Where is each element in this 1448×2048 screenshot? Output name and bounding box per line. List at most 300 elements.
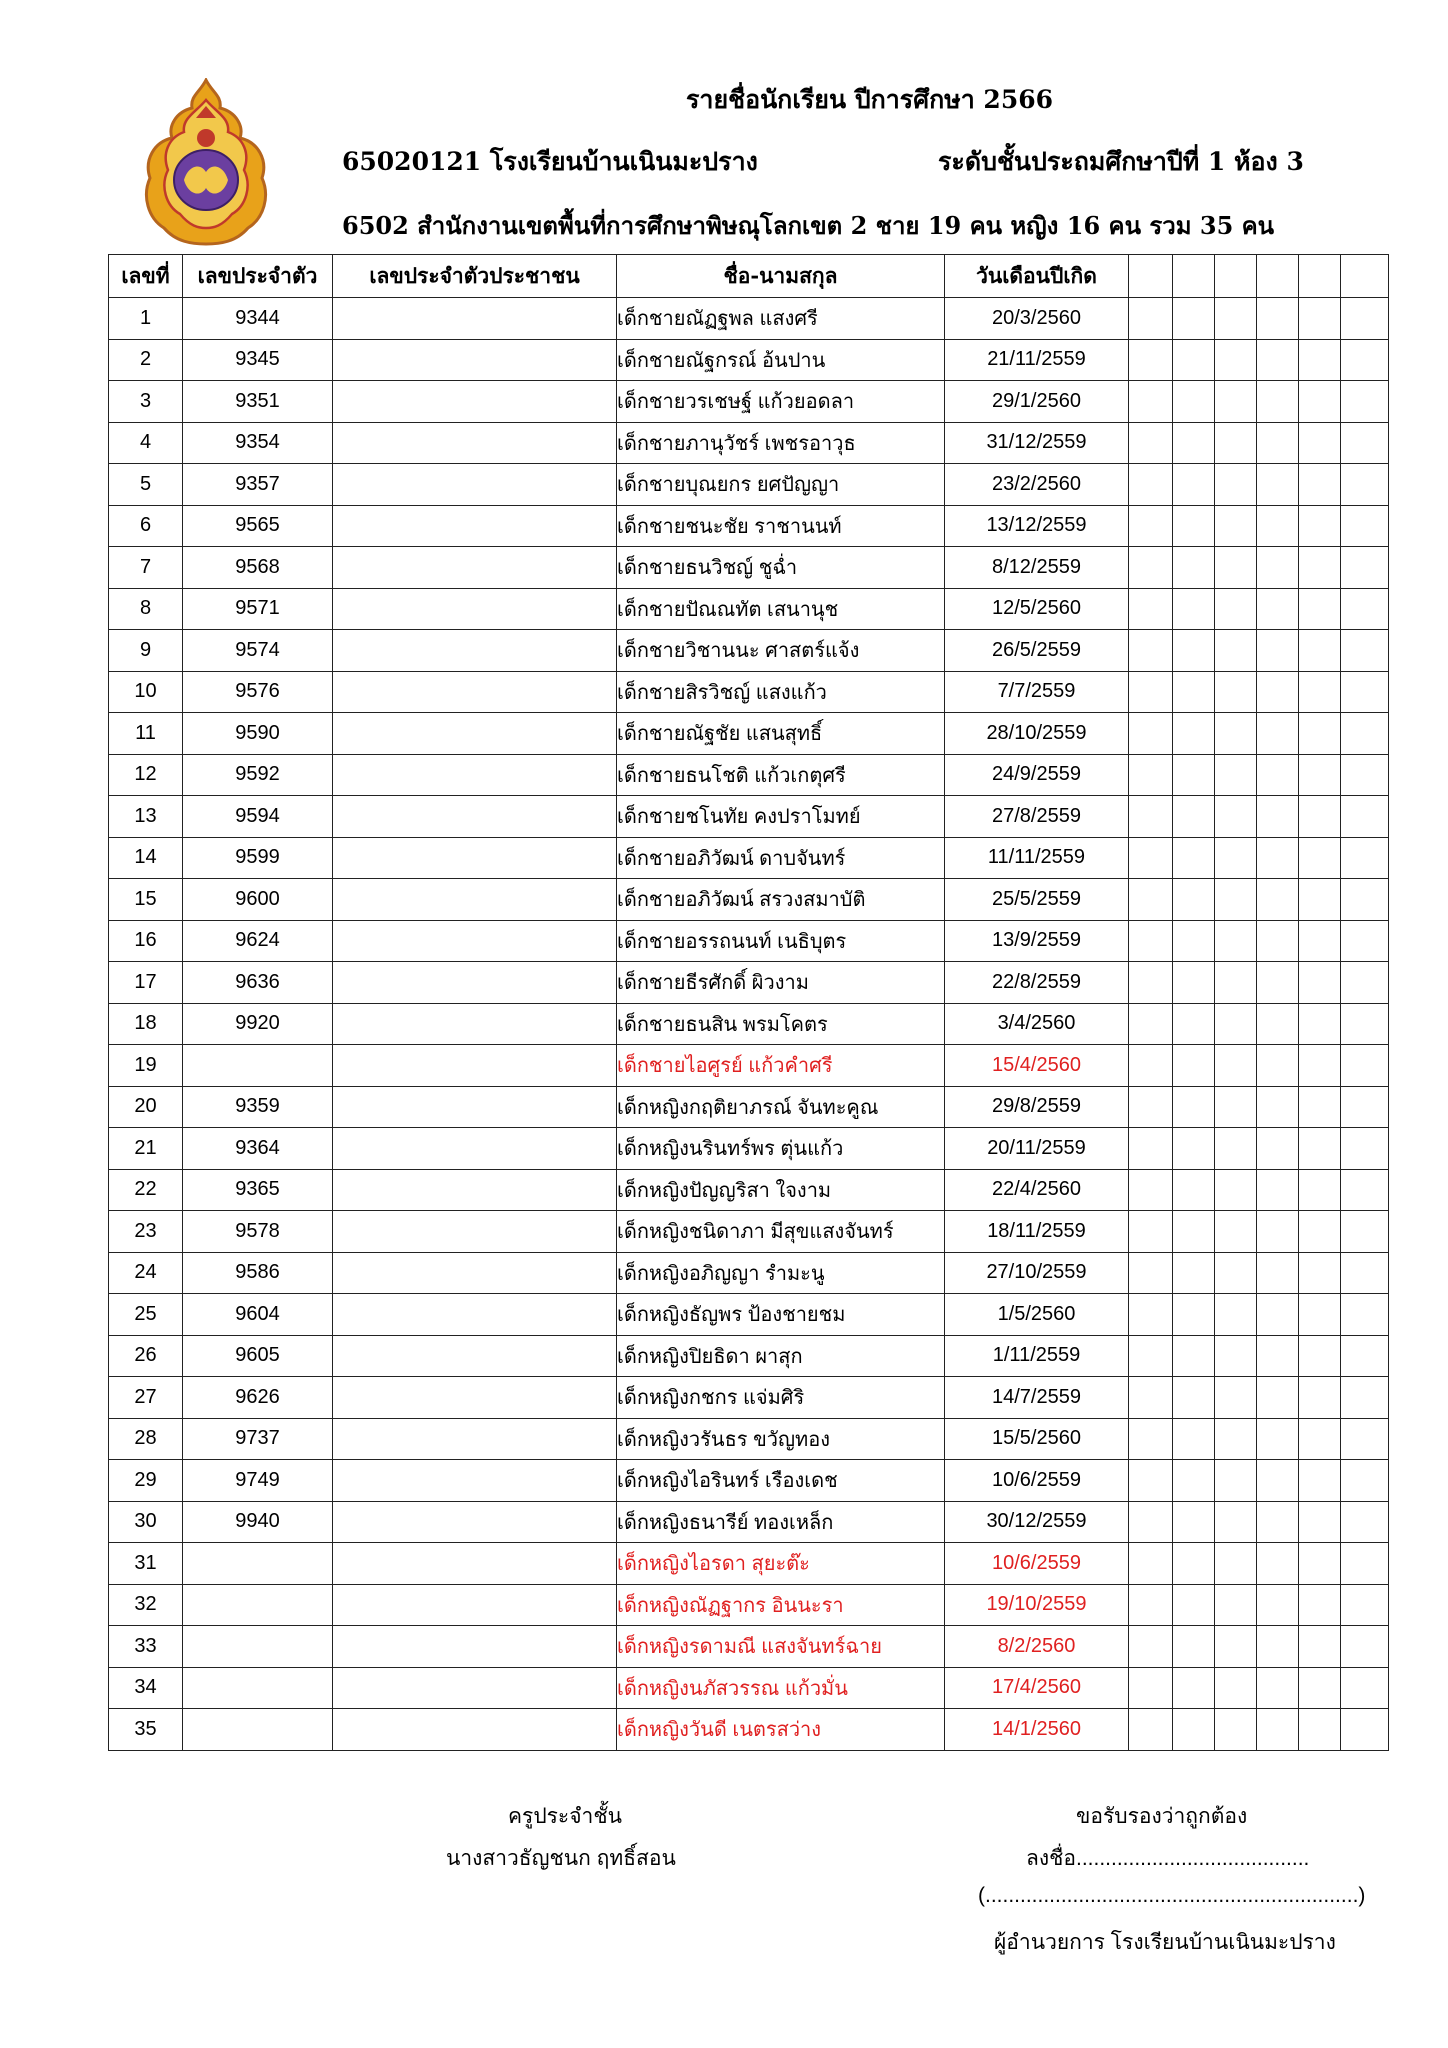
blank-cell [1173,796,1215,838]
blank-cell [1129,1211,1173,1253]
blank-cell [1341,1128,1389,1170]
student-id: 9590 [183,713,333,755]
blank-cell [1299,1377,1341,1419]
birth-date: 22/4/2560 [945,1169,1129,1211]
row-number: 15 [109,879,183,921]
blank-cell [1257,505,1299,547]
blank-col-header [1215,255,1257,298]
table-row [109,588,1389,630]
citizen-id [333,1709,617,1751]
blank-cell [1215,588,1257,630]
document-title: รายชื่อนักเรียน ปีการศึกษา 2566 [686,85,1054,114]
table-row [109,837,1389,879]
row-number: 10 [109,671,183,713]
row-number: 12 [109,754,183,796]
student-name: เด็กชายชนะชัย ราชานนท์ [617,505,945,547]
blank-cell [1341,1460,1389,1502]
blank-cell [1257,464,1299,506]
blank-cell [1299,1501,1341,1543]
blank-cell [1215,754,1257,796]
blank-col-header [1173,255,1215,298]
blank-cell [1129,1128,1173,1170]
blank-cell [1215,1460,1257,1502]
blank-cell [1173,547,1215,589]
table-row [109,1501,1389,1543]
citizen-id [333,1169,617,1211]
blank-cell [1173,588,1215,630]
blank-cell [1215,1003,1257,1045]
student-id: 9364 [183,1128,333,1170]
birth-date: 13/12/2559 [945,505,1129,547]
blank-cell [1173,1252,1215,1294]
table-row [109,1128,1389,1170]
blank-cell [1257,1045,1299,1087]
blank-cell [1173,464,1215,506]
citizen-id [333,1294,617,1336]
blank-cell [1129,837,1173,879]
blank-cell [1129,1045,1173,1087]
row-number: 32 [109,1584,183,1626]
student-name: เด็กชายธนโชติ แก้วเกตุศรี [617,754,945,796]
citizen-id [333,671,617,713]
blank-cell [1341,1003,1389,1045]
row-number: 14 [109,837,183,879]
citizen-id [333,298,617,340]
table-row [109,920,1389,962]
blank-cell [1129,1667,1173,1709]
citizen-id [333,1211,617,1253]
student-id: 9737 [183,1418,333,1460]
blank-cell [1129,1460,1173,1502]
birth-date: 3/4/2560 [945,1003,1129,1045]
blank-cell [1257,1667,1299,1709]
blank-cell [1299,1086,1341,1128]
blank-cell [1341,671,1389,713]
table-row [109,754,1389,796]
blank-cell [1215,1045,1257,1087]
student-name: เด็กหญิงปัญญริสา ใจงาม [617,1169,945,1211]
blank-cell [1257,1584,1299,1626]
row-number: 29 [109,1460,183,1502]
blank-cell [1173,505,1215,547]
birth-date: 10/6/2559 [945,1543,1129,1585]
blank-cell [1257,1252,1299,1294]
birth-date: 1/11/2559 [945,1335,1129,1377]
school-line [342,142,1322,182]
student-id: 9604 [183,1294,333,1336]
student-id: 9359 [183,1086,333,1128]
blank-cell [1215,1584,1257,1626]
blank-cell [1173,1045,1215,1087]
birth-date: 8/12/2559 [945,547,1129,589]
blank-cell [1129,630,1173,672]
blank-cell [1299,1543,1341,1585]
row-number: 8 [109,588,183,630]
blank-cell [1341,1252,1389,1294]
citizen-id [333,464,617,506]
birth-date: 20/11/2559 [945,1128,1129,1170]
student-id: 9624 [183,920,333,962]
student-id [183,1667,333,1709]
citizen-id [333,1045,617,1087]
blank-cell [1173,754,1215,796]
birth-date: 12/5/2560 [945,588,1129,630]
blank-cell [1215,796,1257,838]
birth-date: 22/8/2559 [945,962,1129,1004]
table-row [109,339,1389,381]
blank-cell [1173,1335,1215,1377]
blank-cell [1215,1169,1257,1211]
blank-cell [1215,1626,1257,1668]
citizen-id [333,1460,617,1502]
table-row [109,1045,1389,1087]
blank-cell [1215,1211,1257,1253]
blank-cell [1129,1418,1173,1460]
blank-cell [1257,879,1299,921]
student-name: เด็กหญิงวันดี เนตรสว่าง [617,1709,945,1751]
table-row [109,1543,1389,1585]
row-number: 21 [109,1128,183,1170]
row-number: 25 [109,1294,183,1336]
blank-cell [1215,1667,1257,1709]
table-row [109,547,1389,589]
blank-cell [1299,754,1341,796]
blank-cell [1341,754,1389,796]
student-id: 9920 [183,1003,333,1045]
blank-cell [1257,713,1299,755]
col-header-dob: วันเดือนปีเกิด [945,255,1129,298]
student-name: เด็กหญิงธัญพร ป้องชายชม [617,1294,945,1336]
student-name: เด็กชายณัฐชัย แสนสุทธิ์ [617,713,945,755]
blank-cell [1215,381,1257,423]
citizen-id [333,1667,617,1709]
blank-cell [1173,1543,1215,1585]
director-title: ผู้อำนวยการ โรงเรียนบ้านเนินมะปราง [994,1931,1336,1954]
row-number: 16 [109,920,183,962]
citizen-id [333,505,617,547]
table-row [109,1584,1389,1626]
student-name: เด็กชายภานุวัชร์ เพชรอาวุธ [617,422,945,464]
row-number: 9 [109,630,183,672]
table-row [109,1169,1389,1211]
blank-col-header [1341,255,1389,298]
grade-level: ระดับชั้นประถมศึกษาปีที่ 1 ห้อง 3 [938,147,1304,176]
citizen-id [333,1086,617,1128]
blank-cell [1129,298,1173,340]
blank-cell [1341,339,1389,381]
teacher-name: นางสาวธัญชนก ฤทธิ์สอน [446,1847,676,1870]
row-number: 27 [109,1377,183,1419]
student-name: เด็กหญิงวรันธร ขวัญทอง [617,1418,945,1460]
blank-cell [1299,1584,1341,1626]
citizen-id [333,1418,617,1460]
table-row [109,1211,1389,1253]
blank-cell [1215,920,1257,962]
birth-date: 25/5/2559 [945,879,1129,921]
birth-date: 31/12/2559 [945,422,1129,464]
school-emblem-logo [140,78,272,246]
row-number: 30 [109,1501,183,1543]
blank-cell [1341,1626,1389,1668]
blank-cell [1299,381,1341,423]
citizen-id [333,962,617,1004]
citizen-id [333,422,617,464]
citizen-id [333,837,617,879]
blank-cell [1257,837,1299,879]
blank-cell [1341,1667,1389,1709]
row-number: 6 [109,505,183,547]
blank-cell [1341,1169,1389,1211]
birth-date: 21/11/2559 [945,339,1129,381]
student-name: เด็กหญิงไอรดา สุยะต๊ะ [617,1543,945,1585]
col-header-no: เลขที่ [109,255,183,298]
birth-date: 29/1/2560 [945,381,1129,423]
birth-date: 19/10/2559 [945,1584,1129,1626]
birth-date: 23/2/2560 [945,464,1129,506]
blank-cell [1129,1086,1173,1128]
row-number: 5 [109,464,183,506]
blank-cell [1215,962,1257,1004]
student-id [183,1584,333,1626]
blank-cell [1299,1003,1341,1045]
table-row [109,1003,1389,1045]
col-header-citizen-id: เลขประจำตัวประชาชน [333,255,617,298]
row-number: 18 [109,1003,183,1045]
blank-cell [1215,879,1257,921]
citizen-id [333,588,617,630]
blank-cell [1215,671,1257,713]
birth-date: 28/10/2559 [945,713,1129,755]
blank-cell [1129,505,1173,547]
student-name: เด็กหญิงกฤติยาภรณ์ จันทะคูณ [617,1086,945,1128]
blank-cell [1173,1211,1215,1253]
student-name: เด็กชายอภิวัฒน์ ดาบจันทร์ [617,837,945,879]
row-number: 13 [109,796,183,838]
blank-cell [1341,796,1389,838]
blank-cell [1257,1003,1299,1045]
blank-cell [1215,1335,1257,1377]
student-name: เด็กชายธีรศักดิ์ ผิวงาม [617,962,945,1004]
blank-cell [1173,422,1215,464]
blank-cell [1341,1294,1389,1336]
student-id: 9636 [183,962,333,1004]
blank-cell [1341,1045,1389,1087]
row-number: 19 [109,1045,183,1087]
blank-cell [1257,1460,1299,1502]
student-id: 9568 [183,547,333,589]
birth-date: 13/9/2559 [945,920,1129,962]
blank-cell [1215,339,1257,381]
blank-cell [1129,464,1173,506]
blank-cell [1299,422,1341,464]
student-id: 9600 [183,879,333,921]
blank-cell [1299,1460,1341,1502]
blank-cell [1341,1543,1389,1585]
blank-cell [1341,713,1389,755]
blank-cell [1299,713,1341,755]
birth-date: 15/5/2560 [945,1418,1129,1460]
student-name: เด็กชายวรเชษฐ์ แก้วยอดลา [617,381,945,423]
student-id: 9592 [183,754,333,796]
student-name: เด็กชายปัณณทัต เสนานุช [617,588,945,630]
blank-cell [1257,298,1299,340]
header-row [109,255,1389,298]
student-id: 9605 [183,1335,333,1377]
row-number: 26 [109,1335,183,1377]
blank-cell [1129,1709,1173,1751]
table-row [109,1667,1389,1709]
blank-cell [1215,1128,1257,1170]
table-row [109,713,1389,755]
blank-cell [1173,920,1215,962]
student-name: เด็กชายบุณยกร ยศปัญญา [617,464,945,506]
blank-cell [1257,1169,1299,1211]
blank-cell [1299,630,1341,672]
birth-date: 27/8/2559 [945,796,1129,838]
blank-cell [1257,671,1299,713]
blank-cell [1215,547,1257,589]
blank-cell [1173,1667,1215,1709]
blank-cell [1341,547,1389,589]
blank-cell [1341,1335,1389,1377]
school-name: 65020121 โรงเรียนบ้านเนินมะปราง [342,147,758,176]
citizen-id [333,1003,617,1045]
table-row [109,1418,1389,1460]
blank-cell [1129,1003,1173,1045]
office-summary: 6502 สำนักงานเขตพื้นที่การศึกษาพิษณุโลกเขต 2 ชาย 19 คน หญิง 16 คน รวม 35 คน [342,211,1275,240]
blank-cell [1257,381,1299,423]
student-id [183,1045,333,1087]
student-roster-table [108,254,1389,1751]
student-name: เด็กชายชโนทัย คงปราโมทย์ [617,796,945,838]
blank-cell [1129,1252,1173,1294]
birth-date: 29/8/2559 [945,1086,1129,1128]
blank-cell [1129,879,1173,921]
student-id: 9626 [183,1377,333,1419]
table-row [109,879,1389,921]
table-row [109,796,1389,838]
student-id: 9344 [183,298,333,340]
student-id: 9354 [183,422,333,464]
blank-cell [1173,381,1215,423]
blank-cell [1341,422,1389,464]
blank-cell [1299,1335,1341,1377]
table-row [109,1377,1389,1419]
blank-cell [1173,1709,1215,1751]
blank-cell [1257,588,1299,630]
citizen-id [333,1501,617,1543]
blank-cell [1173,1169,1215,1211]
blank-cell [1341,1584,1389,1626]
blank-col-header [1257,255,1299,298]
blank-cell [1173,1584,1215,1626]
blank-cell [1129,754,1173,796]
blank-cell [1129,1543,1173,1585]
blank-cell [1257,1377,1299,1419]
blank-cell [1299,1211,1341,1253]
blank-cell [1299,1169,1341,1211]
student-name: เด็กชายณัฏฐพล แสงศรี [617,298,945,340]
birth-date: 14/1/2560 [945,1709,1129,1751]
blank-cell [1215,837,1257,879]
birth-date: 17/4/2560 [945,1667,1129,1709]
blank-cell [1215,1418,1257,1460]
blank-cell [1341,505,1389,547]
citizen-id [333,1377,617,1419]
student-id: 9357 [183,464,333,506]
printed-name-line: (................................................................) [978,1884,1366,1907]
citizen-id [333,630,617,672]
blank-cell [1129,381,1173,423]
student-name: เด็กหญิงไอรินทร์ เรืองเดช [617,1460,945,1502]
blank-cell [1215,422,1257,464]
certify-text: ขอรับรองว่าถูกต้อง [1076,1805,1248,1828]
blank-cell [1257,1709,1299,1751]
blank-cell [1173,879,1215,921]
row-number: 3 [109,381,183,423]
blank-cell [1299,1626,1341,1668]
student-name: เด็กหญิงปิยธิดา ผาสุก [617,1335,945,1377]
blank-cell [1129,588,1173,630]
blank-cell [1129,1377,1173,1419]
blank-cell [1129,920,1173,962]
col-header-student-id: เลขประจำตัว [183,255,333,298]
blank-cell [1299,505,1341,547]
blank-cell [1299,298,1341,340]
blank-cell [1257,339,1299,381]
blank-cell [1257,1128,1299,1170]
student-name: เด็กหญิงณัฏฐากร อินนะรา [617,1584,945,1626]
table-row [109,1335,1389,1377]
row-number: 22 [109,1169,183,1211]
student-id [183,1709,333,1751]
student-id [183,1626,333,1668]
student-name: เด็กชายธนวิชญ์ ชูฉ่ำ [617,547,945,589]
blank-cell [1173,1501,1215,1543]
birth-date: 30/12/2559 [945,1501,1129,1543]
table-row [109,298,1389,340]
blank-cell [1341,920,1389,962]
blank-cell [1341,464,1389,506]
blank-cell [1299,1045,1341,1087]
row-number: 20 [109,1086,183,1128]
blank-cell [1173,1086,1215,1128]
blank-cell [1257,1543,1299,1585]
student-name: เด็กชายไอศูรย์ แก้วคำศรี [617,1045,945,1087]
student-name: เด็กชายอภิวัฒน์ สรวงสมาบัติ [617,879,945,921]
blank-cell [1341,1418,1389,1460]
table-row [109,1086,1389,1128]
student-id: 9594 [183,796,333,838]
student-id: 9749 [183,1460,333,1502]
student-name: เด็กหญิงนภัสวรรณ แก้วมั่น [617,1667,945,1709]
blank-cell [1299,796,1341,838]
col-header-name: ชื่อ-นามสกุล [617,255,945,298]
blank-cell [1257,1418,1299,1460]
citizen-id [333,879,617,921]
blank-cell [1341,298,1389,340]
blank-cell [1215,464,1257,506]
blank-cell [1215,1709,1257,1751]
blank-cell [1299,837,1341,879]
table-row [109,422,1389,464]
blank-cell [1257,754,1299,796]
table-row [109,505,1389,547]
student-name: เด็กหญิงชนิดาภา มีสุขแสงจันทร์ [617,1211,945,1253]
row-number: 7 [109,547,183,589]
blank-cell [1173,298,1215,340]
student-id: 9578 [183,1211,333,1253]
